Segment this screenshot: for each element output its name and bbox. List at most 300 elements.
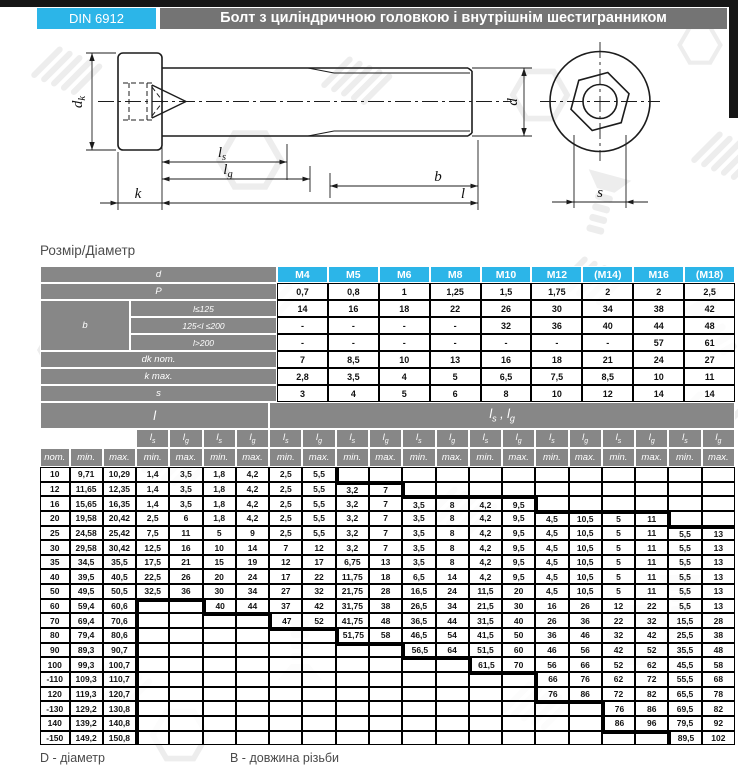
max-header: max. [369, 448, 402, 467]
len-cell [269, 716, 302, 731]
len-cell [602, 482, 635, 497]
len-cell: 10,5 [569, 540, 602, 555]
spec-cell: 42 [684, 300, 735, 317]
len-cell: 3,5 [169, 467, 202, 482]
length-nominal: 35 [40, 555, 70, 570]
footnote-thread-length: B - довжина різьби [230, 751, 339, 765]
len-cell [469, 716, 502, 731]
len-cell: 36 [569, 613, 602, 628]
spec-cell: 16 [328, 300, 379, 317]
len-cell: 69,5 [668, 701, 701, 716]
spec-cell: - [379, 334, 430, 351]
lg-header: $l_g$ [369, 429, 402, 448]
len-cell: 2,5 [269, 511, 302, 526]
len-cell [668, 467, 701, 482]
min-header: min. [535, 448, 568, 467]
len-cell: 6,75 [336, 555, 369, 570]
len-cell: 8 [436, 540, 469, 555]
len-cell: 79,5 [668, 716, 701, 731]
len-cell [402, 716, 435, 731]
length-max: 20,42 [103, 511, 136, 526]
len-cell: 5,5 [302, 482, 335, 497]
len-cell: 5,5 [302, 511, 335, 526]
len-cell [469, 672, 502, 687]
len-cell: 2,5 [136, 511, 169, 526]
len-cell: 42 [302, 599, 335, 614]
diameter-header: M12 [531, 266, 582, 283]
dim-label-ls: $l_s$ [217, 145, 227, 163]
length-min: 79,4 [70, 628, 103, 643]
len-cell: 26 [169, 569, 202, 584]
length-row [40, 672, 735, 687]
length-max: 10,29 [103, 467, 136, 482]
spec-cell: 1 [379, 283, 430, 300]
len-cell: 3,5 [402, 526, 435, 541]
top-right-bar [729, 0, 738, 118]
spec-row-label: k max. [40, 368, 277, 385]
len-cell: 5,5 [302, 526, 335, 541]
spacer-cell [103, 429, 136, 448]
len-cell [236, 716, 269, 731]
len-cell [635, 482, 668, 497]
len-cell: 82 [702, 701, 735, 716]
len-cell [502, 672, 535, 687]
len-cell: 41,5 [469, 628, 502, 643]
spec-cell: 14 [684, 385, 735, 402]
diameter-header: M8 [430, 266, 481, 283]
spec-cell: 2,5 [684, 283, 735, 300]
spec-cell: 3 [277, 385, 328, 402]
max-header: max. [169, 448, 202, 467]
spec-cell: 32 [481, 317, 532, 334]
spec-cell: - [277, 317, 328, 334]
len-cell [535, 701, 568, 716]
len-cell: 56,5 [402, 643, 435, 658]
len-cell: 2,5 [269, 482, 302, 497]
length-row [40, 716, 735, 731]
len-cell [203, 701, 236, 716]
len-cell: 3,2 [336, 526, 369, 541]
diameter-header: (M14) [582, 266, 633, 283]
len-cell: 48 [702, 643, 735, 658]
len-cell: 31,75 [336, 599, 369, 614]
len-cell [336, 701, 369, 716]
len-cell: 40 [203, 599, 236, 614]
len-cell: 12 [269, 555, 302, 570]
len-cell: 4,2 [469, 569, 502, 584]
min-header: min. [136, 448, 169, 467]
len-cell: 3,2 [336, 540, 369, 555]
length-max: 40,5 [103, 569, 136, 584]
len-cell: 86 [635, 701, 668, 716]
len-cell: 56 [535, 657, 568, 672]
len-cell [302, 628, 335, 643]
len-cell: 1,8 [203, 482, 236, 497]
length-max: 130,8 [103, 701, 136, 716]
len-cell: 14 [236, 540, 269, 555]
spec-condition-label: l>200 [130, 334, 277, 351]
len-cell [535, 496, 568, 511]
len-cell: 3,5 [402, 555, 435, 570]
len-cell [469, 687, 502, 702]
len-cell: 3,5 [402, 496, 435, 511]
len-cell: 4,5 [535, 555, 568, 570]
len-cell: 10,5 [569, 526, 602, 541]
len-cell: 4,5 [535, 569, 568, 584]
len-cell: 66 [569, 657, 602, 672]
len-cell [136, 672, 169, 687]
len-cell: 1,4 [136, 496, 169, 511]
dim-label-lg: $l_g$ [223, 162, 233, 180]
len-cell [269, 672, 302, 687]
len-cell [336, 657, 369, 672]
len-cell [369, 643, 402, 658]
len-cell: 12 [602, 599, 635, 614]
len-cell [436, 701, 469, 716]
len-cell [336, 467, 369, 482]
len-cell: 1,8 [203, 467, 236, 482]
len-cell [136, 643, 169, 658]
len-cell [302, 701, 335, 716]
len-cell [169, 628, 202, 643]
len-cell: 37 [269, 599, 302, 614]
length-row [40, 511, 735, 526]
len-cell: 5,5 [668, 540, 701, 555]
len-cell: 4,2 [236, 511, 269, 526]
len-cell: 21,75 [336, 584, 369, 599]
len-cell: 3,5 [169, 496, 202, 511]
ls-header: $l_s$ [269, 429, 302, 448]
len-cell: 10,5 [569, 569, 602, 584]
len-cell [136, 628, 169, 643]
len-cell: 60 [502, 643, 535, 658]
length-min: 9,71 [70, 467, 103, 482]
length-min: 99,3 [70, 657, 103, 672]
length-nominal: 100 [40, 657, 70, 672]
len-cell: 5,5 [668, 599, 701, 614]
len-cell: 41,75 [336, 613, 369, 628]
len-cell: 11 [635, 540, 668, 555]
spec-condition-label: 125<l ≤200 [130, 317, 277, 334]
len-cell: 9,5 [502, 511, 535, 526]
spec-cell: 34 [582, 300, 633, 317]
length-min: 39,5 [70, 569, 103, 584]
len-cell [369, 701, 402, 716]
len-cell: 13 [702, 584, 735, 599]
page-title: Болт з циліндричною головкою і внутрішнім шестигранником [160, 8, 727, 29]
len-cell [336, 643, 369, 658]
spec-cell: 18 [531, 351, 582, 368]
spec-cell: 22 [430, 300, 481, 317]
len-cell [369, 467, 402, 482]
len-cell: 7 [369, 526, 402, 541]
len-cell: 5 [602, 511, 635, 526]
len-cell [203, 716, 236, 731]
len-cell [535, 716, 568, 731]
max-header: max. [702, 448, 735, 467]
spec-cell: 8,5 [582, 368, 633, 385]
bolt-technical-drawing [0, 40, 738, 260]
len-cell: 7 [269, 540, 302, 555]
len-cell: 24 [436, 584, 469, 599]
len-cell: 26 [569, 599, 602, 614]
length-max: 70,6 [103, 613, 136, 628]
len-cell: 5 [602, 526, 635, 541]
spec-cell: - [430, 317, 481, 334]
len-cell [136, 657, 169, 672]
spec-cell: 8,5 [328, 351, 379, 368]
length-row [40, 599, 735, 614]
length-max: 12,35 [103, 482, 136, 497]
len-cell: 52 [635, 643, 668, 658]
len-cell: 7 [369, 482, 402, 497]
len-cell [402, 701, 435, 716]
len-cell: 11 [635, 569, 668, 584]
length-row [40, 526, 735, 541]
len-cell: 38 [702, 628, 735, 643]
len-cell [336, 716, 369, 731]
len-cell [436, 731, 469, 746]
max-header: max. [103, 448, 136, 467]
spec-cell: 2,8 [277, 368, 328, 385]
len-cell [602, 496, 635, 511]
length-min: 69,4 [70, 613, 103, 628]
length-nominal: 50 [40, 584, 70, 599]
len-cell: 86 [569, 687, 602, 702]
len-cell [402, 482, 435, 497]
len-cell [668, 482, 701, 497]
len-cell: 16 [535, 599, 568, 614]
len-cell [469, 701, 502, 716]
len-cell [569, 482, 602, 497]
spec-row-label: b [40, 300, 130, 351]
diameter-header: M16 [633, 266, 684, 283]
len-cell: 5 [602, 584, 635, 599]
spec-cell: - [379, 317, 430, 334]
length-row [40, 731, 735, 746]
len-cell: 51,75 [336, 628, 369, 643]
len-cell: 32,5 [136, 584, 169, 599]
len-cell: 102 [702, 731, 735, 746]
len-cell: 65,5 [668, 687, 701, 702]
len-cell: 36,5 [402, 613, 435, 628]
ls-header: $l_s$ [668, 429, 701, 448]
len-cell [236, 643, 269, 658]
len-cell: 40 [502, 613, 535, 628]
spec-cell: 36 [531, 317, 582, 334]
len-cell: 16,5 [402, 584, 435, 599]
len-cell [436, 716, 469, 731]
spec-cell: 0,8 [328, 283, 379, 300]
len-cell: 31,5 [469, 613, 502, 628]
len-cell: 34 [436, 599, 469, 614]
spec-cell: 13 [430, 351, 481, 368]
spec-cell: 61 [684, 334, 735, 351]
length-max: 110,7 [103, 672, 136, 687]
spec-cell: - [531, 334, 582, 351]
len-cell [169, 716, 202, 731]
len-cell [635, 496, 668, 511]
footnote-diameter: D - діаметр [40, 751, 105, 765]
len-cell [535, 482, 568, 497]
spec-cell: 6,5 [481, 368, 532, 385]
len-cell: 34 [236, 584, 269, 599]
length-row [40, 540, 735, 555]
len-cell: 27 [269, 584, 302, 599]
spec-cell: 12 [582, 385, 633, 402]
length-nominal: 80 [40, 628, 70, 643]
len-cell [502, 482, 535, 497]
len-cell [469, 467, 502, 482]
length-min: 109,3 [70, 672, 103, 687]
length-max: 35,5 [103, 555, 136, 570]
length-row [40, 569, 735, 584]
len-cell [369, 657, 402, 672]
length-nominal: -110 [40, 672, 70, 687]
len-cell: 4,2 [469, 526, 502, 541]
len-cell [302, 672, 335, 687]
len-cell: 52 [602, 657, 635, 672]
len-cell: 12,5 [136, 540, 169, 555]
len-cell: 11 [635, 584, 668, 599]
min-header: min. [402, 448, 435, 467]
len-cell: 4,5 [535, 540, 568, 555]
len-cell: 76 [535, 687, 568, 702]
spec-cell: 16 [481, 351, 532, 368]
spec-cell: 24 [633, 351, 684, 368]
length-min: 119,3 [70, 687, 103, 702]
spec-cell: 5 [430, 368, 481, 385]
len-cell [369, 687, 402, 702]
len-cell: 22 [602, 613, 635, 628]
dimension-arrows [89, 53, 633, 205]
ls-header: $l_s$ [602, 429, 635, 448]
len-cell: 16 [169, 540, 202, 555]
ls-header: $l_s$ [203, 429, 236, 448]
din-standard-badge: DIN 6912 [37, 8, 156, 29]
len-cell: 9,5 [502, 496, 535, 511]
max-header: max. [502, 448, 535, 467]
len-cell [136, 687, 169, 702]
len-cell: 4,2 [469, 496, 502, 511]
len-cell [436, 482, 469, 497]
lslg-group-label: $l_s$ , $l_g$ [269, 402, 735, 429]
spec-row-label: d [40, 266, 277, 283]
spec-row-label: s [40, 385, 277, 402]
len-cell: 7 [369, 496, 402, 511]
len-cell: 1,8 [203, 511, 236, 526]
len-cell: 4,5 [535, 584, 568, 599]
len-cell: 11 [635, 511, 668, 526]
len-cell: 5,5 [668, 569, 701, 584]
len-cell [502, 701, 535, 716]
length-max: 16,35 [103, 496, 136, 511]
len-cell: 26,5 [402, 599, 435, 614]
len-cell [336, 731, 369, 746]
dim-label-s: s [597, 185, 603, 201]
len-cell [436, 657, 469, 672]
length-max: 120,7 [103, 687, 136, 702]
len-cell: 1,4 [136, 482, 169, 497]
len-cell [169, 731, 202, 746]
len-cell: 96 [635, 716, 668, 731]
length-max: 100,7 [103, 657, 136, 672]
length-max: 25,42 [103, 526, 136, 541]
len-cell [302, 716, 335, 731]
lg-header: $l_g$ [569, 429, 602, 448]
len-cell [469, 731, 502, 746]
len-cell [169, 687, 202, 702]
length-row [40, 643, 735, 658]
len-cell [702, 467, 735, 482]
len-cell: 15,5 [668, 613, 701, 628]
len-cell: 62 [602, 672, 635, 687]
len-cell: 6,5 [402, 569, 435, 584]
len-cell [369, 731, 402, 746]
spacer-cell [40, 429, 70, 448]
len-cell: 72 [602, 687, 635, 702]
len-cell [502, 467, 535, 482]
length-row [40, 628, 735, 643]
len-cell: 25,5 [668, 628, 701, 643]
len-cell: 50 [502, 628, 535, 643]
spec-cell: 40 [582, 317, 633, 334]
ls-header: $l_s$ [402, 429, 435, 448]
len-cell [569, 716, 602, 731]
len-cell: 22 [302, 569, 335, 584]
spec-cell: 30 [531, 300, 582, 317]
spec-cell: 10 [633, 368, 684, 385]
max-header: max. [436, 448, 469, 467]
length-label: l [40, 402, 269, 429]
dim-label-k: k [134, 186, 142, 202]
thread-lines [308, 68, 470, 136]
len-cell: 5,5 [302, 496, 335, 511]
len-cell: 22,5 [136, 569, 169, 584]
len-cell: 36 [169, 584, 202, 599]
len-cell: 32 [635, 613, 668, 628]
len-cell: 3,5 [402, 540, 435, 555]
length-min: 11,65 [70, 482, 103, 497]
len-cell: 51,5 [469, 643, 502, 658]
length-min: 59,4 [70, 599, 103, 614]
len-cell: 4,5 [535, 511, 568, 526]
spec-cell: 57 [633, 334, 684, 351]
len-cell: 5,5 [302, 467, 335, 482]
len-cell [402, 672, 435, 687]
len-cell [203, 672, 236, 687]
diameter-header: M6 [379, 266, 430, 283]
len-cell [436, 467, 469, 482]
len-cell: 55,5 [668, 672, 701, 687]
len-cell: 28 [702, 613, 735, 628]
len-cell [702, 511, 735, 526]
len-cell [269, 643, 302, 658]
len-cell: 17 [302, 555, 335, 570]
len-cell [269, 628, 302, 643]
length-min: 24,58 [70, 526, 103, 541]
len-cell: 86 [602, 716, 635, 731]
len-cell [136, 701, 169, 716]
length-max: 50,5 [103, 584, 136, 599]
len-cell: 38 [369, 599, 402, 614]
length-min: 139,2 [70, 716, 103, 731]
len-cell [668, 496, 701, 511]
length-row [40, 687, 735, 702]
len-cell: 12 [302, 540, 335, 555]
length-nominal: 70 [40, 613, 70, 628]
length-min: 15,65 [70, 496, 103, 511]
